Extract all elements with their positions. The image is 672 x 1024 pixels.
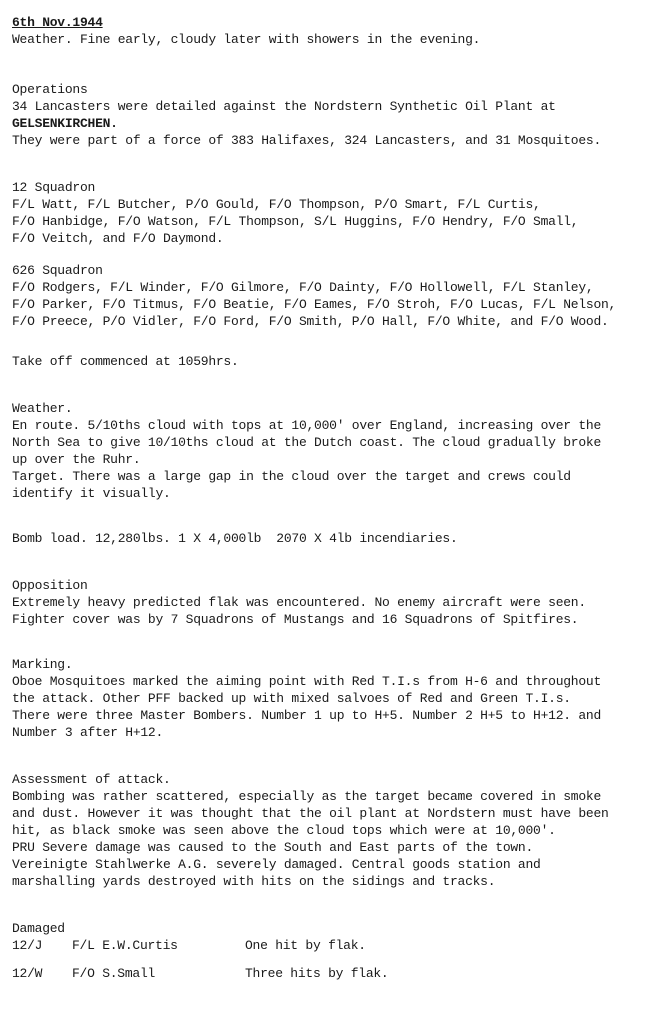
marking-line: There were three Master Bombers. Number 1 up to H+5. Number 2 H+5 to H+12. and bbox=[12, 708, 601, 723]
entry-date: 6th Nov.1944 bbox=[12, 15, 103, 30]
weather-line: up over the Ruhr. bbox=[12, 452, 141, 467]
aircraft-code: 12/J bbox=[12, 938, 43, 953]
weather-line: En route. 5/10ths cloud with tops at 10,000' over England, increasing over the bbox=[12, 418, 601, 433]
opposition-line: Fighter cover was by 7 Squadrons of Mustangs and 16 Squadrons of Spitfires. bbox=[12, 612, 579, 627]
bomb-load: Bomb load. 12,280lbs. 1 X 4,000lb 2070 X 4lb incendiaries. bbox=[12, 531, 458, 546]
assessment-line: PRU Severe damage was caused to the South and East parts of the town. bbox=[12, 840, 534, 855]
operations-heading: Operations bbox=[12, 82, 88, 97]
opposition-heading: Opposition bbox=[12, 578, 88, 593]
operations-line: They were part of a force of 383 Halifaxes, 324 Lancasters, and 31 Mosquitoes. bbox=[12, 133, 601, 148]
pilot-name: F/O S.Small bbox=[72, 966, 156, 981]
assessment-line: marshalling yards destroyed with hits on the sidings and tracks. bbox=[12, 874, 496, 889]
damaged-row bbox=[12, 965, 662, 982]
assessment-heading: Assessment of attack. bbox=[12, 772, 171, 787]
marking-heading: Marking. bbox=[12, 657, 73, 672]
squadron-626-crews: F/O Rodgers, F/L Winder, F/O Gilmore, F/O Dainty, F/O Hollowell, F/L Stanley, bbox=[12, 280, 594, 295]
target-name: GELSENKIRCHEN. bbox=[12, 116, 118, 131]
assessment-line: and dust. However it was thought that the oil plant at Nordstern must have been bbox=[12, 806, 609, 821]
assessment-line: hit, as black smoke was seen above the cloud tops which were at 10,000'. bbox=[12, 823, 556, 838]
squadron-12-crews: F/O Veitch, and F/O Daymond. bbox=[12, 231, 224, 246]
marking-line: the attack. Other PFF backed up with mixed salvoes of Red and Green T.I.s. bbox=[12, 691, 571, 706]
marking-line: Oboe Mosquitoes marked the aiming point with Red T.I.s from H-6 and throughout bbox=[12, 674, 601, 689]
pilot-name: F/L E.W.Curtis bbox=[72, 938, 178, 953]
takeoff-time: Take off commenced at 1059hrs. bbox=[12, 354, 239, 369]
squadron-626-crews: F/O Preece, P/O Vidler, F/O Ford, F/O Smith, P/O Hall, F/O White, and F/O Wood. bbox=[12, 314, 609, 329]
opposition-line: Extremely heavy predicted flak was encountered. No enemy aircraft were seen. bbox=[12, 595, 586, 610]
operations-line: 34 Lancasters were detailed against the Nordstern Synthetic Oil Plant at bbox=[12, 99, 556, 114]
weather-summary: Weather. Fine early, cloudy later with showers in the evening. bbox=[12, 32, 481, 47]
squadron-12-crews: F/L Watt, F/L Butcher, P/O Gould, F/O Thompson, P/O Smart, F/L Curtis, bbox=[12, 197, 541, 212]
marking-line: Number 3 after H+12. bbox=[12, 725, 164, 740]
weather-line: North Sea to give 10/10ths cloud at the Dutch coast. The cloud gradually broke bbox=[12, 435, 601, 450]
aircraft-code: 12/W bbox=[12, 966, 43, 981]
squadron-626-heading: 626 Squadron bbox=[12, 263, 103, 278]
damage-description: One hit by flak. bbox=[245, 938, 366, 953]
assessment-line: Bombing was rather scattered, especially as the target became covered in smoke bbox=[12, 789, 601, 804]
squadron-12-heading: 12 Squadron bbox=[12, 180, 96, 195]
assessment-line: Vereinigte Stahlwerke A.G. severely damaged. Central goods station and bbox=[12, 857, 541, 872]
squadron-12-crews: F/O Hanbidge, F/O Watson, F/L Thompson, S/L Huggins, F/O Hendry, F/O Small, bbox=[12, 214, 579, 229]
damaged-row bbox=[12, 937, 662, 954]
damaged-heading: Damaged bbox=[12, 921, 65, 936]
damage-description: Three hits by flak. bbox=[245, 966, 389, 981]
squadron-626-crews: F/O Parker, F/O Titmus, F/O Beatie, F/O Eames, F/O Stroh, F/O Lucas, F/L Nelson, bbox=[12, 297, 617, 312]
document-page bbox=[12, 14, 662, 982]
weather-line: Target. There was a large gap in the cloud over the target and crews could bbox=[12, 469, 571, 484]
weather-line: identify it visually. bbox=[12, 486, 171, 501]
weather-heading: Weather. bbox=[12, 401, 73, 416]
